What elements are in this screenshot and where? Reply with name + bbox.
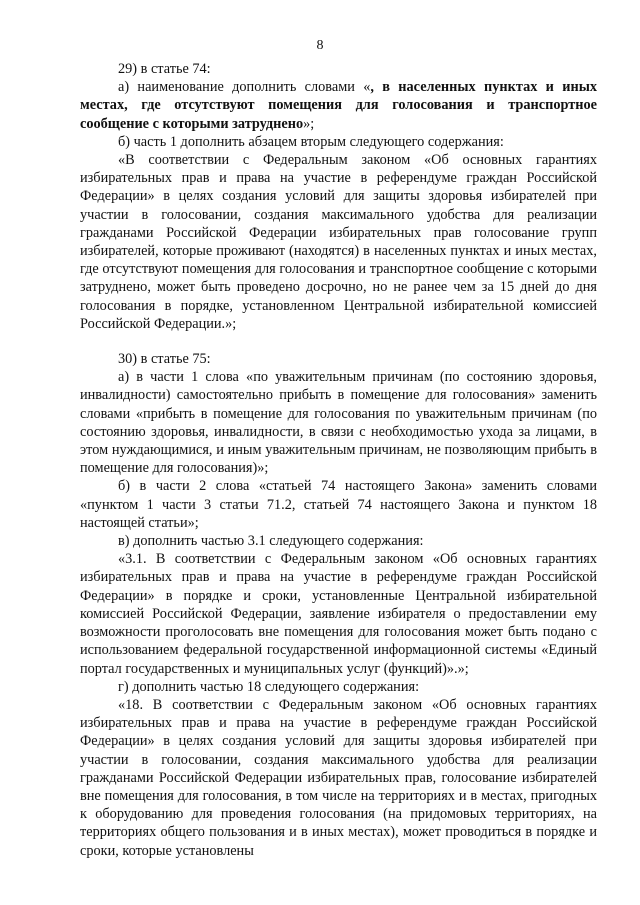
page-number: 8	[316, 38, 324, 53]
item-30-v-quote: «3.1. В соответствии с Федеральным законом «Об основных гарантиях избирательных прав и права на участие в референдуме граждан Российской Федерации» в порядке и сроки, установленные Центральной избирательной комиссией Российской Федерации, заявление избирателя о предоставлении ему возможности проголосовать вне помещения для голосования может быть подано с использованием федеральной государственной информационной системы «Единый портал государственных и муниципальных услуг (функций)».»;	[80, 551, 597, 677]
item-30-v-intro: в) дополнить частью 3.1 следующего содержания:	[118, 533, 424, 550]
item-29-a-bold-insert: , в населенных пунктах и иных местах, где отсутствуют помещения для голосования и транспортное сообщение с которыми затруднено	[80, 79, 598, 132]
item-30-a: а) в части 1 слова «по уважительным причинам (по состоянию здоровья, инвалидности) самостоятельно прибыть в помещение для голосования» заменить словами «прибыть в помещение для голосования по уважительным причинам (по состоянию здоровья, инвалидности, в связи с необходимостью ухода за лицами, в этом нуждающимися, и иным уважительным причинам, не позволяющим прибыть в помещение для голосования)»;	[80, 369, 597, 477]
item-29-heading: 29) в статье 74:	[118, 61, 211, 77]
item-30-heading: 30) в статье 75:	[118, 351, 211, 368]
document-body	[80, 60, 597, 860]
item-29-a-tail: »;	[303, 115, 315, 132]
item-29-a	[80, 78, 597, 133]
item-30-g-intro: г) дополнить частью 18 следующего содержания:	[118, 678, 420, 695]
paragraph-gap	[80, 333, 597, 350]
item-29-b-quote: «В соответствии с Федеральным законом «Об основных гарантиях избирательных прав и права на участие в референдуме граждан Российской Федерации» в целях создания условий для защиты здоровья избирателей при участии в голосовании, создания максимального удобства для реализации гражданами Российской Федерации избирательных прав голосование групп избирателей, которые проживают (находятся) в населенных пунктах и иных местах, где отсутствуют помещения для голосования и транспортное сообщение с которыми затруднено, может быть проведено досрочно, но не ранее чем за 15 дней до дня голосования в порядке, установленном Центральной избирательной комиссией Российской Федерации.»;	[80, 152, 597, 332]
item-30-g-quote: «18. В соответствии с Федеральным законом «Об основных гарантиях избирательных прав и права на участие в референдуме граждан Российской Федерации» в целях создания условий для защиты здоровья избирателей при участии в голосовании, создания максимального удобства для реализации гражданами Российской Федерации избирательных прав, голосование избирателей вне помещения для голосования, в том числе на территориях и в местах, пригодных к оборудованию для проведения голосования (на придомовых территориях, на территориях общего пользования и в иных местах), может проводиться в порядке и сроки, которые установлены	[80, 696, 597, 859]
item-29-b-intro: б) часть 1 дополнить абзацем вторым следующего содержания:	[118, 133, 504, 150]
item-29-a-text: а) наименование дополнить словами «	[118, 79, 371, 96]
item-30-b: б) в части 2 слова «статьей 74 настоящего Закона» заменить словами «пунктом 1 части 3 статьи 71.2, статьей 74 настоящего Закона и пунктом 18 настоящей статьи»;	[80, 478, 597, 531]
